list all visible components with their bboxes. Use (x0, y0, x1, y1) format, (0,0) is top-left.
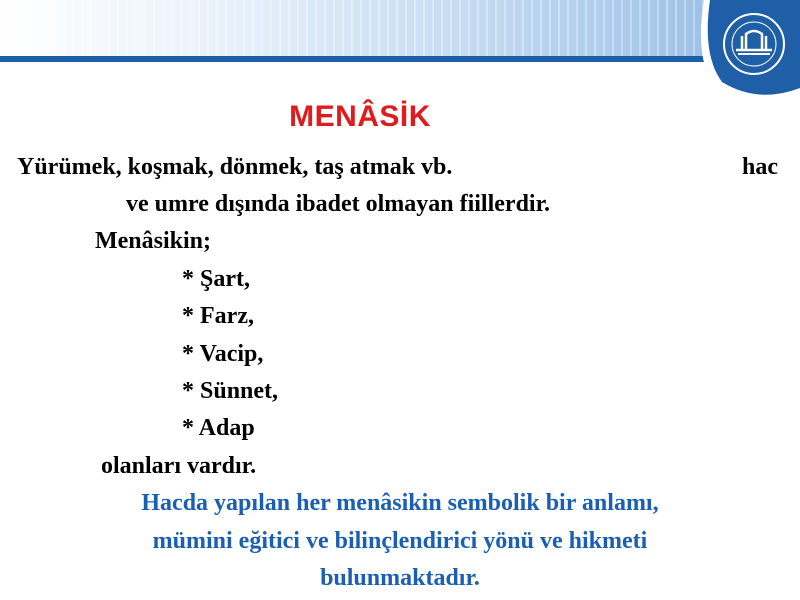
definition-part1: Yürümek, koşmak, dönmek, taş atmak vb. (17, 154, 453, 180)
list-item-sunnet: * Sünnet, (182, 378, 279, 404)
blue-text-line-3: bulunmaktadır. (320, 565, 480, 591)
intro-text: Menâsikin; (95, 228, 212, 254)
diyanet-logo-icon (678, 0, 800, 108)
list-item-sart: * Şart, (182, 266, 250, 292)
definition-line2: ve umre dışında ibadet olmayan fiillerdir. (126, 191, 551, 217)
blue-text-line-1: Hacda yapılan her menâsikin sembolik bir anlamı, (141, 490, 659, 516)
definition-part2: hac (742, 154, 778, 180)
closing-text: olanları vardır. (101, 453, 257, 479)
blue-text-line-2: mümini eğitici ve bilinçlendirici yönü ve hikmeti (152, 528, 648, 554)
list-item-adap: * Adap (182, 415, 255, 441)
slide-title: MENÂSİK (289, 100, 431, 133)
list-item-vacip: * Vacip, (182, 341, 264, 367)
list-item-farz: * Farz, (182, 303, 254, 329)
